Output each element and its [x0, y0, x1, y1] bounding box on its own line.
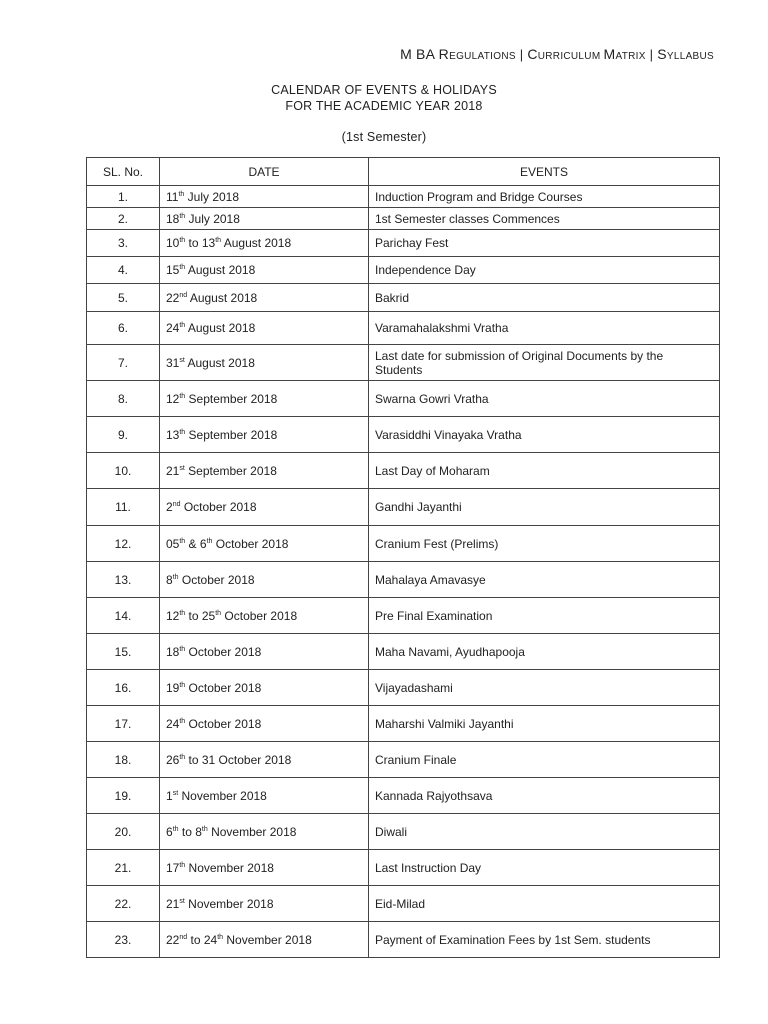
date-text: October 2018 [221, 608, 298, 623]
cell-event: Last date for submission of Original Documents by the Students [369, 345, 720, 381]
cell-date [160, 230, 369, 257]
table-row [87, 922, 720, 958]
date-text: November 2018 [184, 896, 274, 911]
cell-date [160, 850, 369, 886]
date-text: & 6 [185, 536, 207, 551]
header-sep-2: | [645, 47, 658, 62]
cell-date [160, 886, 369, 922]
cell-sl-no: 9. [87, 417, 160, 453]
cell-date [160, 526, 369, 562]
date-text: August 2018 [185, 321, 256, 335]
date-ordinal-suffix: th [179, 322, 186, 329]
cell-sl-no: 10. [87, 453, 160, 489]
header-c-cap: C [527, 46, 538, 62]
date-text: to 13 [185, 236, 216, 250]
date-text: 26 [166, 752, 180, 767]
cell-date [160, 312, 369, 345]
table-row [87, 345, 720, 381]
date-ordinal-suffix: th [179, 264, 186, 271]
date-text: 18 [166, 211, 180, 226]
cell-sl-no: 16. [87, 670, 160, 706]
cell-event: 1st Semester classes Commences [369, 208, 720, 230]
date-text: to 24 [187, 932, 218, 947]
date-text: to 31 October 2018 [185, 752, 292, 767]
date-text: 22 [166, 932, 180, 947]
cell-date [160, 706, 369, 742]
cell-date [160, 257, 369, 284]
cell-date [160, 186, 369, 208]
cell-event: Diwali [369, 814, 720, 850]
cell-event: Varasiddhi Vinayaka Vratha [369, 417, 720, 453]
date-text: September 2018 [185, 391, 278, 406]
date-text: 1 [166, 788, 173, 803]
header-date: DATE [160, 158, 369, 186]
cell-date [160, 778, 369, 814]
date-ordinal-suffix: th [178, 190, 185, 198]
cell-event: Independence Day [369, 257, 720, 284]
date-text: November 2018 [178, 788, 267, 803]
date-ordinal-suffix: st [172, 789, 179, 797]
table-row [87, 489, 720, 526]
date-text: 24 [166, 321, 180, 335]
cell-event: Last Day of Moharam [369, 453, 720, 489]
header-mx-rest: ATRIX [615, 51, 646, 62]
header-events: EVENTS [369, 158, 720, 186]
date-text: July 2018 [185, 211, 240, 226]
date-text: November 2018 [185, 860, 274, 875]
cell-event: Maharshi Valmiki Jayanthi [369, 706, 720, 742]
table-row [87, 778, 720, 814]
cell-date [160, 489, 369, 526]
cell-event: Kannada Rajyothsava [369, 778, 720, 814]
running-header [400, 46, 714, 62]
cell-event: Gandhi Jayanthi [369, 489, 720, 526]
cell-sl-no: 13. [87, 562, 160, 598]
cell-sl-no: 11. [87, 489, 160, 526]
date-ordinal-suffix: nd [179, 291, 188, 299]
cell-date [160, 562, 369, 598]
date-text: 24 [166, 716, 180, 731]
cell-sl-no: 3. [87, 230, 160, 257]
date-text: 11 [166, 189, 179, 204]
cell-event: Cranium Fest (Prelims) [369, 526, 720, 562]
cell-date [160, 634, 369, 670]
date-text: October 2018 [185, 716, 262, 731]
cell-date [160, 417, 369, 453]
date-text: to 25 [185, 608, 216, 623]
date-text: 8 [166, 572, 173, 587]
date-ordinal-suffix: th [217, 933, 224, 941]
cell-sl-no: 14. [87, 598, 160, 634]
date-ordinal-suffix: th [215, 237, 222, 244]
table-row [87, 186, 720, 208]
date-text: August 2018 [184, 355, 255, 370]
table-row [87, 850, 720, 886]
cell-date [160, 814, 369, 850]
cell-date [160, 381, 369, 417]
date-text: August 2018 [185, 263, 256, 277]
date-ordinal-suffix: th [179, 861, 186, 869]
semester-subtitle: (1st Semester) [341, 130, 427, 144]
cell-sl-no: 6. [87, 312, 160, 345]
date-text: 31 [166, 355, 180, 370]
cell-event: Pre Final Examination [369, 598, 720, 634]
header-c-rest: URRICULUM [537, 51, 604, 62]
cell-event: Bakrid [369, 284, 720, 312]
cell-sl-no: 19. [87, 778, 160, 814]
date-ordinal-suffix: th [172, 573, 179, 581]
date-ordinal-suffix: th [179, 428, 186, 436]
table-row [87, 562, 720, 598]
cell-event: Last Instruction Day [369, 850, 720, 886]
cell-event: Swarna Gowri Vratha [369, 381, 720, 417]
cell-date [160, 345, 369, 381]
date-ordinal-suffix: th [179, 681, 186, 689]
header-m: M [400, 46, 413, 62]
header-sep-1: | [515, 47, 528, 62]
table-row [87, 526, 720, 562]
table-row [87, 312, 720, 345]
events-table [86, 157, 720, 958]
table-row [87, 598, 720, 634]
date-text: 22 [166, 290, 180, 305]
cell-event: Payment of Examination Fees by 1st Sem. students [369, 922, 720, 958]
date-ordinal-suffix: th [179, 717, 186, 725]
date-text: November 2018 [207, 824, 297, 839]
cell-date [160, 453, 369, 489]
date-text: July 2018 [184, 189, 240, 204]
table-row [87, 742, 720, 778]
cell-date [160, 284, 369, 312]
date-text: 2 [166, 500, 173, 514]
date-text: 12 [166, 391, 180, 406]
date-text: 05 [166, 536, 180, 551]
cell-event: Parichay Fest [369, 230, 720, 257]
date-text: September 2018 [185, 427, 278, 442]
cell-date [160, 922, 369, 958]
date-text: 10 [166, 236, 180, 250]
date-ordinal-suffix: th [201, 825, 208, 833]
cell-sl-no: 18. [87, 742, 160, 778]
table-row [87, 706, 720, 742]
date-text: 19 [166, 680, 180, 695]
date-text: October 2018 [185, 644, 262, 659]
date-text: November 2018 [223, 932, 312, 947]
academic-year-title: FOR THE ACADEMIC YEAR 2018 [285, 99, 483, 113]
date-text: October 2018 [185, 680, 262, 695]
date-ordinal-suffix: th [179, 212, 186, 220]
table-row [87, 814, 720, 850]
date-ordinal-suffix: st [179, 356, 185, 364]
cell-sl-no: 8. [87, 381, 160, 417]
calendar-title: CALENDAR OF EVENTS & HOLIDAYS [271, 83, 497, 97]
cell-event: Cranium Finale [369, 742, 720, 778]
cell-date [160, 598, 369, 634]
cell-sl-no: 23. [87, 922, 160, 958]
cell-date [160, 670, 369, 706]
cell-sl-no: 5. [87, 284, 160, 312]
cell-sl-no: 12. [87, 526, 160, 562]
date-text: 17 [166, 860, 180, 875]
table-row [87, 670, 720, 706]
date-ordinal-suffix: th [179, 753, 186, 761]
date-ordinal-suffix: th [215, 609, 222, 617]
header-r-cap: R [438, 46, 450, 62]
table-row [87, 381, 720, 417]
cell-event: Varamahalakshmi Vratha [369, 312, 720, 345]
date-ordinal-suffix: th [179, 237, 186, 244]
cell-sl-no: 7. [87, 345, 160, 381]
table-row [87, 634, 720, 670]
date-text: August 2018 [187, 290, 258, 305]
table-row [87, 257, 720, 284]
cell-date [160, 208, 369, 230]
date-ordinal-suffix: th [179, 537, 186, 545]
date-ordinal-suffix: st [179, 897, 185, 905]
date-text: October 2018 [180, 500, 257, 514]
date-text: September 2018 [184, 463, 277, 478]
cell-sl-no: 15. [87, 634, 160, 670]
cell-sl-no: 4. [87, 257, 160, 284]
header-mx-cap: M [603, 46, 616, 62]
date-text: 18 [166, 644, 180, 659]
date-ordinal-suffix: st [179, 464, 185, 472]
cell-sl-no: 17. [87, 706, 160, 742]
table-row [87, 230, 720, 257]
date-text: 21 [166, 896, 180, 911]
date-text: 21 [166, 463, 180, 478]
date-ordinal-suffix: nd [179, 933, 188, 941]
date-text: October 2018 [212, 536, 289, 551]
date-text: 15 [166, 263, 180, 277]
header-s-cap: S [657, 46, 667, 62]
table-header-row [87, 158, 720, 186]
date-text: 6 [166, 824, 173, 839]
cell-sl-no: 22. [87, 886, 160, 922]
events-table-body [87, 186, 720, 958]
date-ordinal-suffix: th [206, 537, 213, 545]
header-ba: BA [415, 46, 439, 62]
cell-event: Maha Navami, Ayudhapooja [369, 634, 720, 670]
date-text: to 8 [178, 824, 202, 839]
cell-event: Eid-Milad [369, 886, 720, 922]
cell-event: Induction Program and Bridge Courses [369, 186, 720, 208]
date-ordinal-suffix: nd [172, 501, 181, 508]
cell-sl-no: 2. [87, 208, 160, 230]
header-r-rest: EGULATIONS [449, 51, 516, 62]
cell-event: Mahalaya Amavasye [369, 562, 720, 598]
cell-sl-no: 20. [87, 814, 160, 850]
table-row [87, 417, 720, 453]
table-row [87, 453, 720, 489]
cell-date [160, 742, 369, 778]
date-text: 13 [166, 427, 180, 442]
date-ordinal-suffix: th [179, 392, 186, 400]
date-text: August 2018 [221, 236, 292, 250]
date-ordinal-suffix: th [179, 609, 186, 617]
date-text: October 2018 [178, 572, 255, 587]
date-text: 12 [166, 608, 180, 623]
table-row [87, 208, 720, 230]
date-ordinal-suffix: th [179, 645, 186, 653]
cell-sl-no: 1. [87, 186, 160, 208]
header-s-rest: YLLABUS [666, 51, 714, 62]
date-ordinal-suffix: th [172, 825, 179, 833]
table-row [87, 284, 720, 312]
table-row [87, 886, 720, 922]
cell-event: Vijayadashami [369, 670, 720, 706]
cell-sl-no: 21. [87, 850, 160, 886]
header-sl-no: SL. No. [87, 158, 160, 186]
